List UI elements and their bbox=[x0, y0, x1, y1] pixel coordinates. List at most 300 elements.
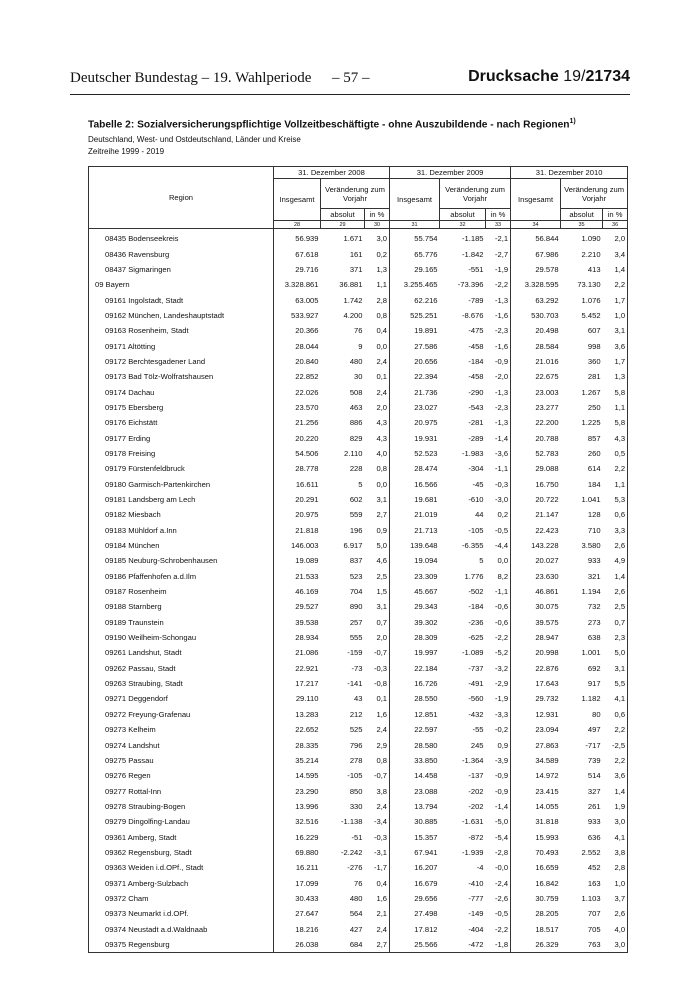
change-pct-2008-cell: 2,4 bbox=[376, 356, 388, 366]
change-header: Veränderung zum Vorjahr bbox=[321, 179, 390, 209]
change-abs-2010-cell: 5.452 bbox=[581, 310, 601, 320]
total-2010-cell: 30.075 bbox=[511, 599, 561, 614]
change-abs-2009-cell: 44 bbox=[475, 510, 484, 520]
change-pct-2010-cell: 2,2 bbox=[603, 277, 628, 292]
change-abs-2008-cell: 837 bbox=[349, 556, 363, 566]
change-abs-2009-cell: -137 bbox=[468, 771, 484, 781]
change-abs-2009-cell: -543 bbox=[468, 402, 484, 412]
change-pct-2008-cell: 2,4 bbox=[376, 725, 388, 735]
table-row bbox=[89, 323, 628, 338]
total-2009-cell: 28.580 bbox=[390, 737, 440, 752]
change-pct-2010-cell: 5,8 bbox=[603, 415, 628, 430]
total-2009-cell: 55.754 bbox=[390, 229, 440, 247]
column-number: 36 bbox=[603, 221, 628, 229]
total-2008-cell: 16.211 bbox=[274, 860, 321, 875]
change-pct-2009-cell: -0,9 bbox=[494, 356, 509, 366]
total-2009-cell: 21.736 bbox=[390, 384, 440, 399]
change-pct-2010-cell: 2,6 bbox=[603, 584, 628, 599]
change-pct-2008-cell: 3,0 bbox=[376, 234, 388, 244]
change-pct-2008-cell: 2,4 bbox=[376, 387, 388, 397]
region-name: 09163 Rosenheim, Stadt bbox=[89, 323, 274, 338]
change-pct-2009-cell: -4,4 bbox=[494, 541, 509, 551]
change-abs-2010-cell: 73.130 bbox=[577, 280, 601, 290]
change-pct-2010-cell: 2,3 bbox=[603, 630, 628, 645]
total-2009-cell: 25.566 bbox=[390, 937, 440, 953]
absolute-header: absolut bbox=[440, 209, 486, 221]
change-abs-2010-cell: 413 bbox=[587, 264, 601, 274]
change-pct-2008-cell: 0,1 bbox=[376, 694, 388, 704]
table-row bbox=[89, 523, 628, 538]
region-name: 09277 Rottal-Inn bbox=[89, 783, 274, 798]
total-2009-cell: 22.184 bbox=[390, 661, 440, 676]
change-abs-2010-cell: 607 bbox=[587, 326, 601, 336]
total-2009-cell: 23.309 bbox=[390, 569, 440, 584]
change-pct-2009-cell: 0,0 bbox=[497, 556, 509, 566]
change-abs-2009-cell: -475 bbox=[468, 326, 484, 336]
total-2008-cell: 17.217 bbox=[274, 676, 321, 691]
total-2009-cell: 29.165 bbox=[390, 262, 440, 277]
change-abs-2008-cell: 76 bbox=[354, 326, 363, 336]
change-pct-2010-cell: 3,6 bbox=[603, 768, 628, 783]
change-pct-2008-cell: 0,8 bbox=[376, 755, 388, 765]
region-name: 09180 Garmisch-Partenkirchen bbox=[89, 477, 274, 492]
change-abs-2008-cell: 523 bbox=[349, 571, 363, 581]
change-abs-2010-cell: 933 bbox=[587, 817, 601, 827]
total-2010-cell: 28.205 bbox=[511, 906, 561, 921]
region-name: 09362 Regensburg, Stadt bbox=[89, 845, 274, 860]
table-row bbox=[89, 645, 628, 660]
change-abs-2010-cell: 128 bbox=[587, 510, 601, 520]
column-number: 29 bbox=[321, 221, 365, 229]
change-abs-2008-cell: 480 bbox=[349, 893, 363, 903]
region-name: 09184 München bbox=[89, 538, 274, 553]
change-pct-2009-cell: -1,6 bbox=[494, 310, 509, 320]
region-name: 09183 Mühldorf a.Inn bbox=[89, 523, 274, 538]
total-2008-cell: 13.996 bbox=[274, 799, 321, 814]
change-pct-2009-cell: -0,5 bbox=[494, 525, 509, 535]
change-abs-2010-cell: 614 bbox=[587, 464, 601, 474]
change-pct-2010-cell: 2,2 bbox=[603, 461, 628, 476]
change-abs-2008-cell: 2.110 bbox=[344, 448, 363, 458]
change-pct-2008-cell: 0,2 bbox=[376, 249, 388, 259]
table-row bbox=[89, 384, 628, 399]
total-2010-cell: 29.732 bbox=[511, 691, 561, 706]
change-pct-2008-cell: 3,8 bbox=[376, 786, 388, 796]
total-2010-cell: 63.292 bbox=[511, 292, 561, 307]
total-2010-cell: 22.423 bbox=[511, 523, 561, 538]
total-2009-cell: 23.088 bbox=[390, 783, 440, 798]
page-header bbox=[70, 70, 630, 92]
total-2009-cell: 65.776 bbox=[390, 246, 440, 261]
region-name: 09278 Straubing-Bogen bbox=[89, 799, 274, 814]
total-2009-cell: 20.656 bbox=[390, 354, 440, 369]
change-pct-2010-cell: -2,5 bbox=[603, 737, 628, 752]
change-abs-2009-cell: -737 bbox=[468, 663, 484, 673]
total-2008-cell: 20.366 bbox=[274, 323, 321, 338]
state-row bbox=[89, 277, 628, 292]
change-pct-2008-cell: -0,3 bbox=[373, 663, 388, 673]
change-pct-2008-cell: 1,3 bbox=[376, 264, 388, 274]
change-abs-2009-cell: -202 bbox=[468, 786, 484, 796]
total-2009-cell: 16.566 bbox=[390, 477, 440, 492]
total-2009-cell: 28.550 bbox=[390, 691, 440, 706]
change-abs-2010-cell: 998 bbox=[587, 341, 601, 351]
percent-header: in % bbox=[603, 209, 628, 221]
change-pct-2008-cell: -0,7 bbox=[373, 771, 388, 781]
region-name: 09279 Dingolfing-Landau bbox=[89, 814, 274, 829]
change-abs-2009-cell: 245 bbox=[470, 740, 484, 750]
total-2009-cell: 52.523 bbox=[390, 446, 440, 461]
change-pct-2010-cell: 2,6 bbox=[603, 538, 628, 553]
total-2008-cell: 63.005 bbox=[274, 292, 321, 307]
total-2010-cell: 3.328.595 bbox=[511, 277, 561, 292]
total-2010-cell: 30.759 bbox=[511, 891, 561, 906]
change-pct-2010-cell: 1,1 bbox=[603, 477, 628, 492]
change-pct-2009-cell: -5,0 bbox=[494, 817, 509, 827]
table-row bbox=[89, 737, 628, 752]
change-pct-2009-cell: -2,0 bbox=[494, 372, 509, 382]
total-2009-cell: 39.302 bbox=[390, 615, 440, 630]
total-2010-cell: 23.630 bbox=[511, 569, 561, 584]
change-abs-2009-cell: -73.396 bbox=[457, 280, 484, 290]
change-abs-2010-cell: 452 bbox=[587, 863, 601, 873]
change-pct-2009-cell: -0,6 bbox=[494, 617, 509, 627]
table-row bbox=[89, 630, 628, 645]
change-pct-2010-cell: 4,3 bbox=[603, 430, 628, 445]
change-pct-2008-cell: 0,8 bbox=[376, 464, 388, 474]
change-pct-2008-cell: 1,6 bbox=[376, 893, 388, 903]
employment-table bbox=[88, 166, 628, 953]
change-abs-2009-cell: -304 bbox=[468, 464, 484, 474]
table-row bbox=[89, 446, 628, 461]
change-pct-2010-cell: 5,3 bbox=[603, 492, 628, 507]
total-2009-cell: 19.681 bbox=[390, 492, 440, 507]
change-abs-2008-cell: 829 bbox=[349, 433, 363, 443]
change-abs-2009-cell: -551 bbox=[468, 264, 484, 274]
title-footnote: 1) bbox=[569, 118, 576, 125]
change-abs-2008-cell: 427 bbox=[349, 924, 363, 934]
region-name: 09261 Landshut, Stadt bbox=[89, 645, 274, 660]
change-pct-2009-cell: -0,6 bbox=[494, 602, 509, 612]
absolute-header: absolut bbox=[561, 209, 603, 221]
change-abs-2009-cell: -184 bbox=[468, 356, 484, 366]
total-2008-cell: 13.283 bbox=[274, 707, 321, 722]
change-abs-2009-cell: -105 bbox=[468, 525, 484, 535]
change-pct-2008-cell: 4,0 bbox=[376, 448, 388, 458]
total-2010-cell: 20.998 bbox=[511, 645, 561, 660]
change-pct-2009-cell: 0,2 bbox=[497, 510, 509, 520]
table-row bbox=[89, 615, 628, 630]
publication-name: Deutscher Bundestag – 19. Wahlperiode bbox=[70, 70, 312, 86]
total-2010-cell: 16.750 bbox=[511, 477, 561, 492]
change-pct-2008-cell: 3,1 bbox=[376, 495, 388, 505]
change-pct-2008-cell: -3,4 bbox=[373, 817, 388, 827]
change-abs-2008-cell: 684 bbox=[321, 937, 365, 953]
total-2008-cell: 54.506 bbox=[274, 446, 321, 461]
total-header: Insgesamt bbox=[390, 179, 440, 221]
change-abs-2008-cell: 278 bbox=[349, 755, 363, 765]
change-pct-2009-cell: -1,4 bbox=[494, 801, 509, 811]
change-abs-2008-cell: 796 bbox=[349, 740, 363, 750]
table-row bbox=[89, 937, 628, 953]
change-abs-2009-cell: -289 bbox=[468, 433, 484, 443]
change-pct-2009-cell: -2,3 bbox=[494, 326, 509, 336]
total-2010-cell: 27.863 bbox=[511, 737, 561, 752]
change-pct-2008-cell: 2,5 bbox=[376, 571, 388, 581]
year-header-2008: 31. Dezember 2008 bbox=[274, 167, 390, 179]
change-pct-2008-cell: 2,1 bbox=[376, 909, 388, 919]
total-2009-cell: 12.851 bbox=[390, 707, 440, 722]
change-abs-2008-cell: 480 bbox=[349, 356, 363, 366]
total-2008-cell: 30.433 bbox=[274, 891, 321, 906]
total-2010-cell: 20.722 bbox=[511, 492, 561, 507]
total-header: Insgesamt bbox=[511, 179, 561, 221]
total-2008-cell: 19.089 bbox=[274, 553, 321, 568]
total-2008-cell: 29.527 bbox=[274, 599, 321, 614]
change-pct-2009-cell: -1,9 bbox=[494, 264, 509, 274]
change-abs-2008-cell: 196 bbox=[349, 525, 363, 535]
change-pct-2008-cell: 2,9 bbox=[376, 740, 388, 750]
total-2010-cell: 23.415 bbox=[511, 783, 561, 798]
total-2009-cell: 17.812 bbox=[390, 921, 440, 936]
total-2009-cell: 21.019 bbox=[390, 507, 440, 522]
change-pct-2009-cell: -2,3 bbox=[494, 402, 509, 412]
change-pct-2009-cell: -3,2 bbox=[494, 663, 509, 673]
region-name: 09 Bayern bbox=[89, 277, 274, 292]
total-2008-cell: 16.229 bbox=[274, 829, 321, 844]
change-pct-2010-cell: 1,4 bbox=[603, 262, 628, 277]
change-pct-2008-cell: 2,7 bbox=[365, 937, 390, 953]
region-name: 08436 Ravensburg bbox=[89, 246, 274, 261]
table-row bbox=[89, 538, 628, 553]
change-pct-2008-cell: 5,0 bbox=[376, 541, 388, 551]
total-2010-cell: 70.493 bbox=[511, 845, 561, 860]
total-2009-cell: 19.997 bbox=[390, 645, 440, 660]
change-abs-2008-cell: 1.671 bbox=[343, 234, 363, 244]
total-2008-cell: 32.516 bbox=[274, 814, 321, 829]
total-2008-cell: 67.618 bbox=[274, 246, 321, 261]
change-pct-2010-cell: 4,1 bbox=[603, 829, 628, 844]
total-2010-cell: 31.818 bbox=[511, 814, 561, 829]
change-abs-2010-cell: -717 bbox=[585, 740, 601, 750]
year-header-2009: 31. Dezember 2009 bbox=[390, 167, 511, 179]
total-2009-cell: 20.975 bbox=[390, 415, 440, 430]
region-name: 09185 Neuburg-Schrobenhausen bbox=[89, 553, 274, 568]
total-2008-cell: 533.927 bbox=[274, 308, 321, 323]
change-abs-2008-cell: 559 bbox=[349, 510, 363, 520]
change-pct-2009-cell: -2,2 bbox=[494, 633, 509, 643]
change-pct-2010-cell: 1,0 bbox=[603, 875, 628, 890]
change-pct-2010-cell: 1,7 bbox=[603, 354, 628, 369]
region-name: 09272 Freyung-Grafenau bbox=[89, 707, 274, 722]
change-pct-2009-cell: -2,9 bbox=[494, 679, 509, 689]
table-row bbox=[89, 584, 628, 599]
total-2009-cell: 29.656 bbox=[390, 891, 440, 906]
change-pct-2009-cell: -1,1 bbox=[494, 464, 509, 474]
change-abs-2010-cell: 705 bbox=[587, 924, 601, 934]
region-name: 09172 Berchtesgadener Land bbox=[89, 354, 274, 369]
total-2010-cell: 20.027 bbox=[511, 553, 561, 568]
region-name: 09174 Dachau bbox=[89, 384, 274, 399]
change-pct-2010-cell: 3,7 bbox=[603, 891, 628, 906]
total-2010-cell: 52.783 bbox=[511, 446, 561, 461]
total-2008-cell: 21.818 bbox=[274, 523, 321, 538]
change-abs-2010-cell: 2.210 bbox=[581, 249, 601, 259]
change-abs-2009-cell: -236 bbox=[468, 617, 484, 627]
change-pct-2010-cell: 1,4 bbox=[603, 783, 628, 798]
region-name: 09371 Amberg-Sulzbach bbox=[89, 875, 274, 890]
total-2008-cell: 21.086 bbox=[274, 645, 321, 660]
change-pct-2010-cell: 0,7 bbox=[603, 615, 628, 630]
document-number: Drucksache 19/21734 bbox=[468, 68, 630, 85]
total-2009-cell: 139.648 bbox=[390, 538, 440, 553]
change-pct-2009-cell: -3,0 bbox=[494, 495, 509, 505]
region-name: 09263 Straubing, Stadt bbox=[89, 676, 274, 691]
region-name: 09361 Amberg, Stadt bbox=[89, 829, 274, 844]
change-abs-2008-cell: 212 bbox=[349, 709, 363, 719]
change-pct-2009-cell: -5,2 bbox=[494, 648, 509, 658]
table-row bbox=[89, 400, 628, 415]
table-row bbox=[89, 661, 628, 676]
table-row bbox=[89, 415, 628, 430]
total-2009-cell: 23.027 bbox=[390, 400, 440, 415]
change-pct-2008-cell: 0,0 bbox=[376, 479, 388, 489]
total-2010-cell: 20.788 bbox=[511, 430, 561, 445]
change-abs-2008-cell: -1.138 bbox=[340, 817, 363, 827]
change-abs-2010-cell: 80 bbox=[592, 709, 601, 719]
change-abs-2008-cell: 890 bbox=[349, 602, 363, 612]
change-abs-2008-cell: 43 bbox=[354, 694, 363, 704]
total-2010-cell: 29.088 bbox=[511, 461, 561, 476]
change-abs-2010-cell: 360 bbox=[587, 356, 601, 366]
total-2008-cell: 22.026 bbox=[274, 384, 321, 399]
change-abs-2008-cell: 564 bbox=[349, 909, 363, 919]
change-abs-2008-cell: 36.881 bbox=[339, 280, 363, 290]
change-abs-2009-cell: -458 bbox=[468, 341, 484, 351]
change-pct-2009-cell: -2,4 bbox=[494, 878, 509, 888]
region-name: 09373 Neumarkt i.d.OPf. bbox=[89, 906, 274, 921]
total-2009-cell: 21.713 bbox=[390, 523, 440, 538]
total-2010-cell: 14.972 bbox=[511, 768, 561, 783]
total-2009-cell: 22.394 bbox=[390, 369, 440, 384]
total-2008-cell: 23.570 bbox=[274, 400, 321, 415]
change-abs-2009-cell: -404 bbox=[468, 924, 484, 934]
table-row bbox=[89, 229, 628, 247]
region-name: 09274 Landshut bbox=[89, 737, 274, 752]
change-pct-2009-cell: -1,3 bbox=[494, 295, 509, 305]
total-2009-cell: 67.941 bbox=[390, 845, 440, 860]
change-abs-2008-cell: 76 bbox=[354, 878, 363, 888]
change-abs-2008-cell: 704 bbox=[349, 587, 363, 597]
total-2009-cell: 19.094 bbox=[390, 553, 440, 568]
change-pct-2010-cell: 2,0 bbox=[603, 229, 628, 247]
change-abs-2009-cell: -1.983 bbox=[461, 448, 484, 458]
change-abs-2010-cell: 692 bbox=[587, 663, 601, 673]
total-2010-cell: 22.675 bbox=[511, 369, 561, 384]
total-2008-cell: 46.169 bbox=[274, 584, 321, 599]
change-pct-2010-cell: 3,6 bbox=[603, 338, 628, 353]
total-2008-cell: 146.003 bbox=[274, 538, 321, 553]
table-row bbox=[89, 860, 628, 875]
table-row bbox=[89, 875, 628, 890]
change-abs-2010-cell: 707 bbox=[587, 909, 601, 919]
total-2010-cell: 28.947 bbox=[511, 630, 561, 645]
region-name: 09276 Regen bbox=[89, 768, 274, 783]
change-abs-2010-cell: 260 bbox=[587, 448, 601, 458]
change-pct-2010-cell: 3,1 bbox=[603, 323, 628, 338]
total-2009-cell: 28.309 bbox=[390, 630, 440, 645]
change-abs-2009-cell: -4 bbox=[476, 863, 484, 873]
change-pct-2010-cell: 0,6 bbox=[603, 507, 628, 522]
page-number: – 57 – bbox=[332, 70, 370, 86]
total-2009-cell: 16.679 bbox=[390, 875, 440, 890]
change-pct-2010-cell: 3,0 bbox=[603, 814, 628, 829]
change-pct-2010-cell: 5,5 bbox=[603, 676, 628, 691]
change-pct-2009-cell: -2,8 bbox=[494, 847, 509, 857]
total-2010-cell: 21.016 bbox=[511, 354, 561, 369]
change-header: Veränderung zum Vorjahr bbox=[440, 179, 511, 209]
total-2010-cell: 15.993 bbox=[511, 829, 561, 844]
change-abs-2010-cell: 3.580 bbox=[581, 541, 601, 551]
change-abs-2008-cell: 161 bbox=[349, 249, 363, 259]
change-pct-2010-cell: 4,0 bbox=[603, 921, 628, 936]
total-2009-cell: 45.667 bbox=[390, 584, 440, 599]
total-2010-cell: 21.147 bbox=[511, 507, 561, 522]
change-pct-2009-cell: -1,3 bbox=[494, 387, 509, 397]
total-2010-cell: 12.931 bbox=[511, 707, 561, 722]
change-pct-2008-cell: 1,1 bbox=[376, 280, 388, 290]
change-abs-2008-cell: 371 bbox=[349, 264, 363, 274]
change-abs-2010-cell: 636 bbox=[587, 832, 601, 842]
change-pct-2008-cell: 4,6 bbox=[376, 556, 388, 566]
change-abs-2010-cell: 739 bbox=[587, 755, 601, 765]
change-pct-2010-cell: 2,2 bbox=[603, 753, 628, 768]
total-2008-cell: 35.214 bbox=[274, 753, 321, 768]
change-abs-2008-cell: 30 bbox=[354, 372, 363, 382]
region-name: 09176 Eichstätt bbox=[89, 415, 274, 430]
total-2008-cell: 22.852 bbox=[274, 369, 321, 384]
total-2010-cell: 28.584 bbox=[511, 338, 561, 353]
change-abs-2009-cell: -45 bbox=[472, 479, 484, 489]
total-2009-cell: 27.586 bbox=[390, 338, 440, 353]
change-abs-2008-cell: -105 bbox=[347, 771, 363, 781]
total-2008-cell: 20.975 bbox=[274, 507, 321, 522]
column-number: 28 bbox=[274, 221, 321, 229]
total-2010-cell: 29.578 bbox=[511, 262, 561, 277]
change-pct-2008-cell: 4,3 bbox=[376, 433, 388, 443]
total-2009-cell: 27.498 bbox=[390, 906, 440, 921]
table-row bbox=[89, 753, 628, 768]
table-row bbox=[89, 308, 628, 323]
table-row bbox=[89, 722, 628, 737]
total-2010-cell: 23.277 bbox=[511, 400, 561, 415]
total-2009-cell: 19.931 bbox=[390, 430, 440, 445]
change-pct-2008-cell: 2,7 bbox=[376, 510, 388, 520]
change-pct-2008-cell: 4,3 bbox=[376, 418, 388, 428]
table-row bbox=[89, 599, 628, 614]
change-pct-2010-cell: 3,1 bbox=[603, 661, 628, 676]
change-pct-2009-cell: -1,6 bbox=[494, 341, 509, 351]
total-2010-cell: 23.094 bbox=[511, 722, 561, 737]
total-2008-cell: 16.611 bbox=[274, 477, 321, 492]
change-abs-2010-cell: 1.194 bbox=[581, 587, 601, 597]
total-2008-cell: 28.335 bbox=[274, 737, 321, 752]
change-pct-2008-cell: 2,0 bbox=[376, 633, 388, 643]
change-pct-2008-cell: 2,8 bbox=[376, 295, 388, 305]
region-name: 09372 Cham bbox=[89, 891, 274, 906]
change-pct-2008-cell: 0,7 bbox=[376, 617, 388, 627]
region-name: 09179 Fürstenfeldbruck bbox=[89, 461, 274, 476]
